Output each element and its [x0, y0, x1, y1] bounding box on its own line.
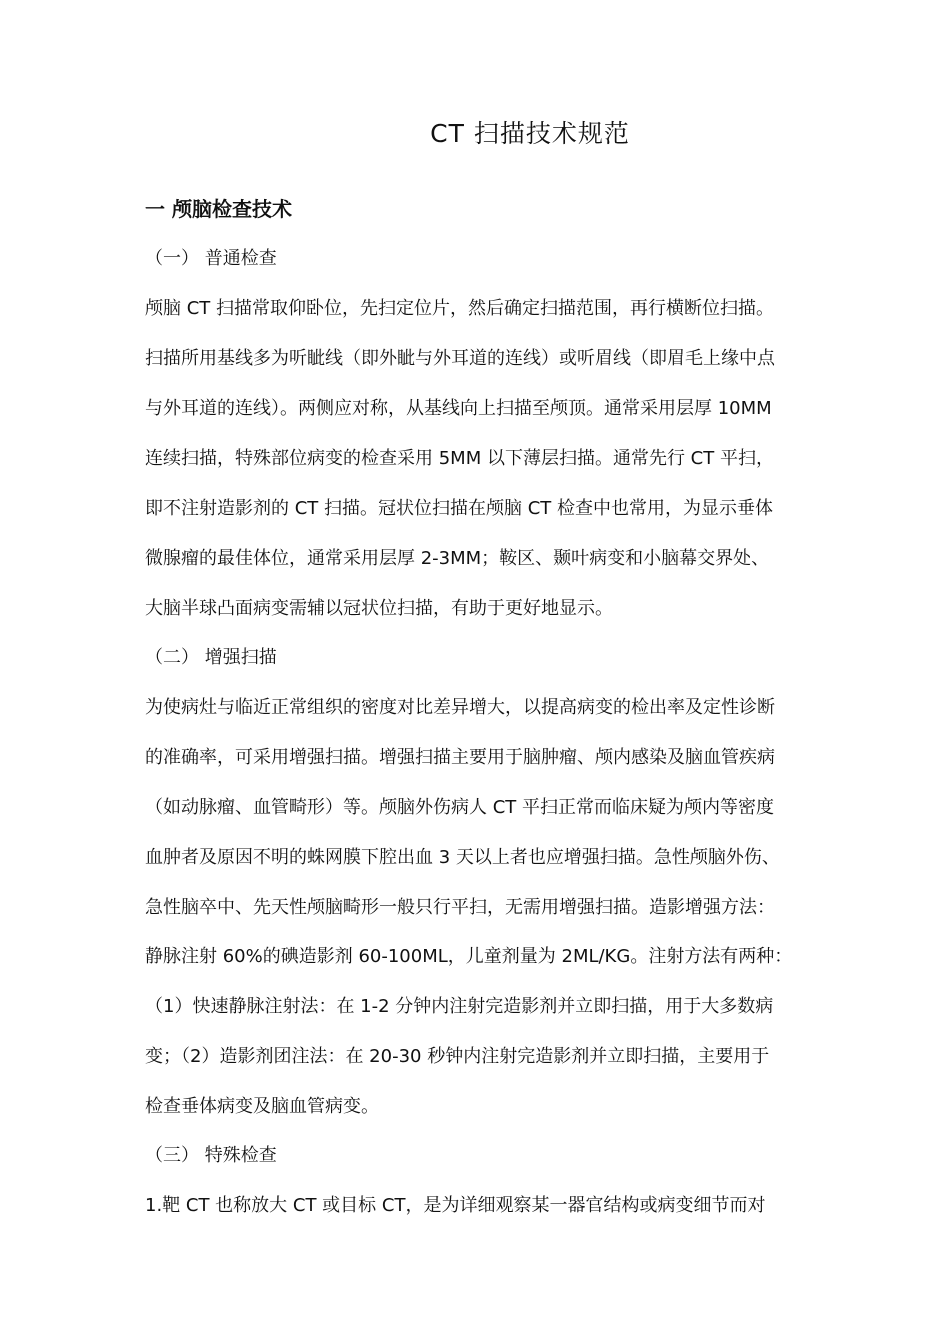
paragraph-line: 扫描所用基线多为听眦线（即外眦与外耳道的连线）或听眉线（即眉毛上缘中点: [145, 348, 775, 369]
paragraph-line: 静脉注射 60%的碘造影剂 60-100ML，儿童剂量为 2ML/KG。注射方法有两种：: [145, 946, 793, 967]
subsection-heading: （一） 普通检查: [145, 248, 277, 269]
paragraph-line: 1.靶 CT 也称放大 CT 或目标 CT，是为详细观察某一器官结构或病变细节而对: [145, 1195, 766, 1216]
paragraph-line: 颅脑 CT 扫描常取仰卧位，先扫定位片，然后确定扫描范围，再行横断位扫描。: [145, 298, 775, 319]
paragraph-line: 急性脑卒中、先天性颅脑畸形一般只行平扫，无需用增强扫描。造影增强方法：: [145, 897, 775, 918]
section-heading: 一 颅脑检查技术: [145, 197, 292, 221]
paragraph-line: 血肿者及原因不明的蛛网膜下腔出血 3 天以上者也应增强扫描。急性颅脑外伤、: [145, 847, 780, 868]
document-title: CT 扫描技术规范: [430, 119, 630, 148]
paragraph-line: （如动脉瘤、血管畸形）等。颅脑外伤病人 CT 平扫正常而临床疑为颅内等密度: [145, 797, 775, 818]
paragraph-line: 微腺瘤的最佳体位，通常采用层厚 2-3MM；鞍区、颞叶病变和小脑幕交界处、: [145, 548, 770, 569]
paragraph-line: 变；（2）造影剂团注法：在 20-30 秒钟内注射完造影剂并立即扫描，主要用于: [145, 1046, 770, 1067]
paragraph-line: （1）快速静脉注射法：在 1-2 分钟内注射完造影剂并立即扫描，用于大多数病: [145, 996, 774, 1017]
paragraph-line: 即不注射造影剂的 CT 扫描。冠状位扫描在颅脑 CT 检查中也常用，为显示垂体: [145, 498, 774, 519]
paragraph-line: 检查垂体病变及脑血管病变。: [145, 1096, 379, 1117]
subsection-heading: （二） 增强扫描: [145, 647, 277, 668]
paragraph-line: 大脑半球凸面病变需辅以冠状位扫描，有助于更好地显示。: [145, 598, 613, 619]
paragraph-line: 与外耳道的连线）。两侧应对称，从基线向上扫描至颅顶。通常采用层厚 10MM: [145, 398, 772, 419]
paragraph-line: 的准确率，可采用增强扫描。增强扫描主要用于脑肿瘤、颅内感染及脑血管疾病: [145, 747, 775, 768]
paragraph-line: 为使病灶与临近正常组织的密度对比差异增大，以提高病变的检出率及定性诊断: [145, 697, 775, 718]
subsection-heading: （三） 特殊检查: [145, 1145, 277, 1166]
paragraph-line: 连续扫描，特殊部位病变的检查采用 5MM 以下薄层扫描。通常先行 CT 平扫，: [145, 448, 774, 469]
